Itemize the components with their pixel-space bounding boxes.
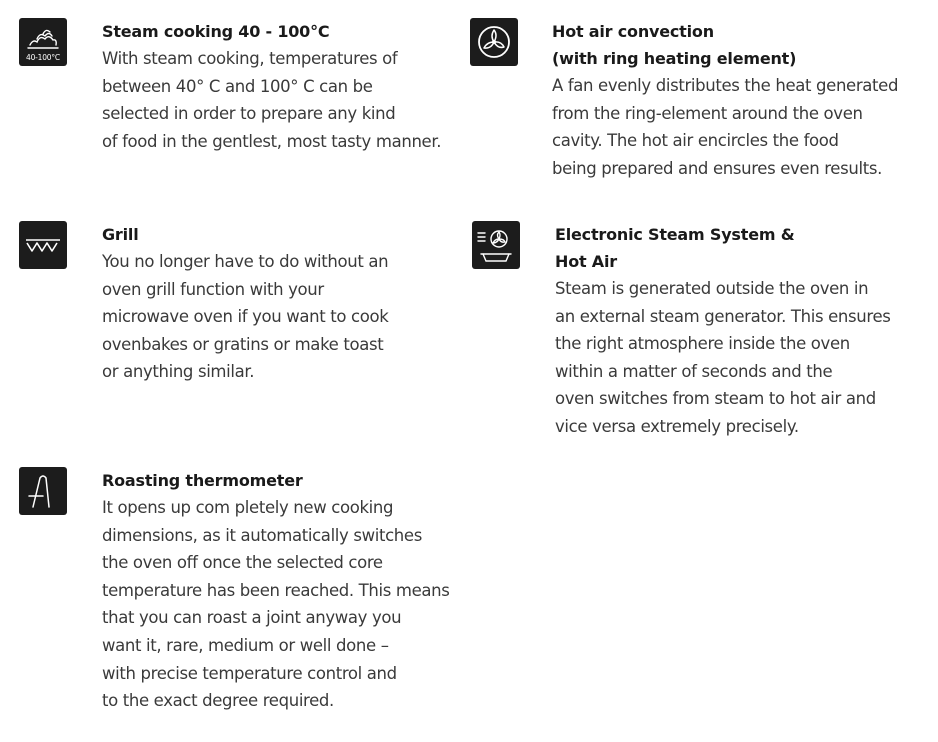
feature-body-line: It opens up com pletely new cooking	[102, 498, 394, 517]
grill-icon	[19, 221, 67, 269]
feature-text	[102, 467, 450, 715]
feature-text	[552, 18, 898, 182]
feature-body-line: to the exact degree required.	[102, 691, 334, 711]
feature-title: Electronic Steam System &	[555, 225, 795, 244]
temperature-range-label: 40-100°C	[26, 53, 60, 62]
feature-body-line: Steam is generated outside the oven in	[555, 279, 869, 298]
feature-text	[102, 221, 388, 386]
feature-body-line: the right atmosphere inside the oven	[555, 334, 850, 354]
feature-body-line: oven switches from steam to hot air and	[555, 389, 876, 409]
feature-body-line: between 40° C and 100° C can be	[102, 76, 373, 96]
feature-title: Steam cooking 40 - 100°C	[102, 22, 330, 41]
feature-body-line: A fan evenly distributes the heat generated	[552, 76, 899, 95]
feature-body-line: selected in order to prepare any kind	[102, 104, 396, 124]
feature-body-line: an external steam generator. This ensures	[555, 306, 891, 326]
feature-text	[555, 221, 891, 441]
feature-body-line: that you can roast a joint anyway you	[102, 608, 402, 628]
feature-body-line: the oven off once the selected core	[102, 553, 383, 573]
steam-cooking-icon	[19, 18, 67, 66]
feature-body-line: want it, rare, medium or well done –	[102, 635, 389, 655]
feature-body-line: or anything similar.	[102, 362, 255, 382]
feature-body-line: being prepared and ensures even results.	[552, 158, 882, 178]
feature-body-line: With steam cooking, temperatures of	[102, 49, 398, 68]
fan-icon	[470, 18, 518, 66]
steam-system-icon	[472, 221, 520, 269]
thermometer-icon	[19, 467, 67, 515]
feature-body-line: of food in the gentlest, most tasty manner.	[102, 131, 442, 151]
feature-body-line: microwave oven if you want to cook	[102, 307, 389, 327]
feature-body-line: within a matter of seconds and the	[555, 361, 833, 381]
feature-body-line: cavity. The hot air encircles the food	[552, 131, 839, 151]
feature-body-line: temperature has been reached. This means	[102, 580, 450, 600]
feature-body-line: ovenbakes or gratins or make toast	[102, 334, 384, 354]
feature-body-line: from the ring-element around the oven	[552, 103, 863, 123]
feature-title: Grill	[102, 225, 139, 244]
feature-body-line: You no longer have to do without an	[102, 252, 389, 271]
feature-title: (with ring heating element)	[552, 49, 797, 68]
feature-body-line: oven grill function with your	[102, 279, 324, 299]
feature-text	[102, 18, 441, 155]
feature-title: Hot Air	[555, 252, 617, 271]
feature-body-line: with precise temperature control and	[102, 663, 397, 683]
feature-body-line: vice versa extremely precisely.	[555, 416, 799, 436]
feature-title: Hot air convection	[552, 22, 714, 41]
feature-title: Roasting thermometer	[102, 471, 303, 490]
feature-body-line: dimensions, as it automatically switches	[102, 525, 422, 545]
